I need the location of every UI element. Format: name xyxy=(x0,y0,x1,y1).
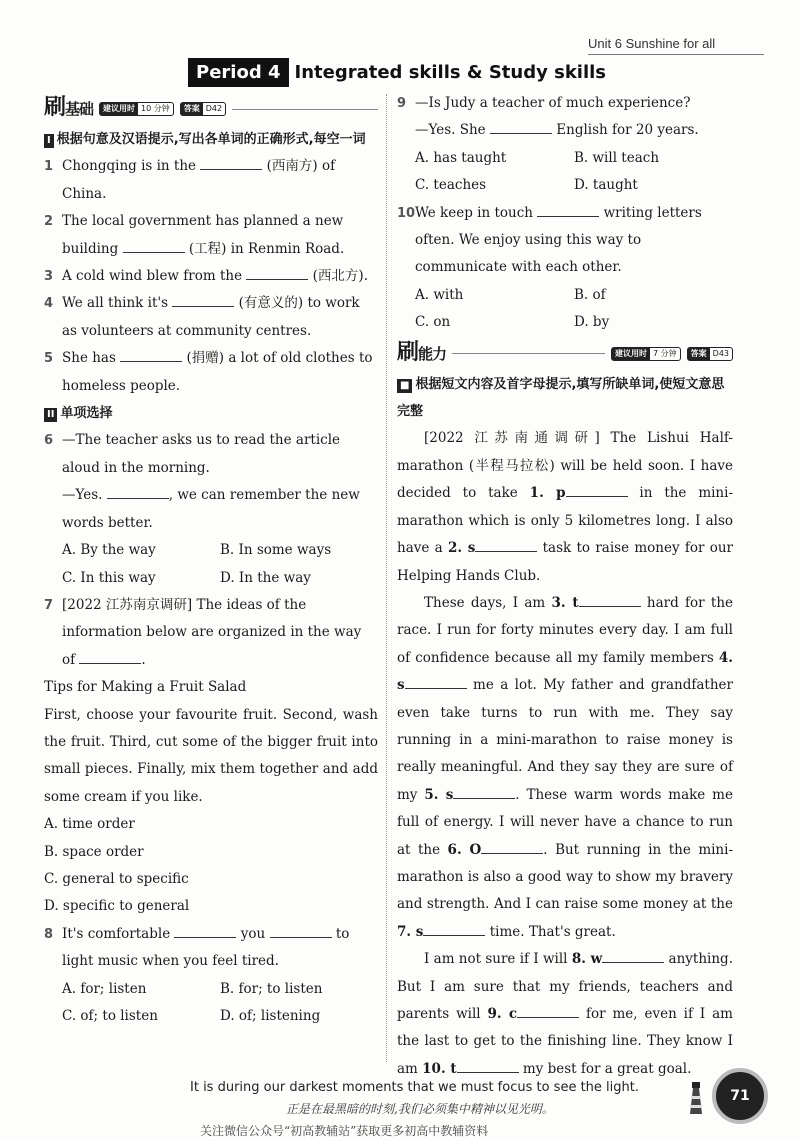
question-9-options-cd xyxy=(397,172,733,199)
period-title: Integrated skills & Study skills xyxy=(294,62,607,83)
cloze-paragraph-2: These days, I am 3. t hard for the race. I run for forty minutes every day. I am full of confidence because all my family members 4. s me a lot. My father and grandfather even take turns to run with me. They say running in a mini-marathon to raise money is really meaningful. And they say they are sure of my 5. s . These warm words make me full of energy. I will never have a chance to run at the 6. O . But running in the mini-marathon is also a good way to show my bravery and strength. And I can raise some money at the 7. s time. That's great. xyxy=(397,590,733,946)
question-7: 7 [2022 江苏南京调研] The ideas of the information below are organized in the way of . xyxy=(44,596,362,668)
period-heading xyxy=(188,58,606,87)
question-3: 3 A cold wind blew from the (西北方). xyxy=(44,263,378,290)
question-9-options-ab xyxy=(397,145,733,172)
option-d[interactable]: D. In the way xyxy=(220,569,311,586)
blank[interactable] xyxy=(490,119,552,134)
footer-wechat-note: 关注微信公众号“初高教辅站”获取更多初高中教辅资料 xyxy=(200,1124,489,1138)
question-7-tips: Tips for Making a Fruit Salad xyxy=(44,679,247,696)
basic-section-header xyxy=(44,92,378,126)
footer-quote-en: It is during our darkest moments that we must focus to see the light. xyxy=(190,1080,639,1095)
blank[interactable] xyxy=(120,347,182,362)
time-tag: 建议用时 7 分钟 xyxy=(611,347,681,361)
lighthouse-icon xyxy=(686,1080,706,1116)
option-c[interactable]: C. general to specific xyxy=(44,870,189,887)
option-a[interactable]: A. for; listen xyxy=(62,980,147,997)
blank[interactable] xyxy=(123,238,185,253)
blank[interactable] xyxy=(246,265,308,280)
blank[interactable] xyxy=(475,537,537,552)
blank[interactable] xyxy=(517,1003,579,1018)
footer-quote-cn: 正是在最黑暗的时刻,我们必须集中精神以见光明。 xyxy=(286,1102,554,1116)
option-b[interactable]: B. for; to listen xyxy=(220,980,323,997)
question-6-options-cd xyxy=(44,565,378,592)
option-d[interactable]: D. by xyxy=(574,314,610,331)
cloze-heading: ■ 根据短文内容及首字母提示,填写所缺单词,使短文意思完整 xyxy=(397,376,725,420)
column-divider xyxy=(386,94,387,1062)
blank[interactable] xyxy=(566,482,628,497)
blank[interactable] xyxy=(79,649,141,664)
cloze-paragraph-3: I am not sure if I will 8. w anything. But I am sure that my friends, teachers and parents will 9. c for me, even if I am the last to get to the finishing line. They know I am 10. t my best for a great goal. xyxy=(397,946,733,1083)
option-a[interactable]: A. with xyxy=(415,286,464,303)
answer-tag: 答案 D42 xyxy=(180,102,226,116)
blank[interactable] xyxy=(537,202,599,217)
blank[interactable] xyxy=(453,784,515,799)
section-rule xyxy=(452,353,605,354)
right-column xyxy=(397,90,733,1083)
option-a[interactable]: A. By the way xyxy=(62,542,156,559)
question-6: 6 —The teacher asks us to read the article aloud in the morning. xyxy=(44,432,341,476)
blank[interactable] xyxy=(172,292,234,307)
question-4: 4 We all think it's (有意义的) to work as volunteers at community centres. xyxy=(44,290,378,345)
blank[interactable] xyxy=(423,921,485,936)
option-c[interactable]: C. on xyxy=(415,314,451,331)
blank[interactable] xyxy=(270,923,332,938)
question-7-passage: First, choose your favourite fruit. Second, wash the fruit. Third, cut some of the bigger fruit into small pieces. Finally, mix them together and add some cream if you like. xyxy=(44,706,378,805)
option-d[interactable]: D. of; listening xyxy=(220,1008,321,1024)
option-d[interactable]: D. taught xyxy=(574,177,638,194)
option-b[interactable]: B. In some ways xyxy=(220,542,332,559)
time-tag: 建议用时 10 分钟 xyxy=(99,102,174,116)
question-8-options-ab xyxy=(44,976,378,1003)
cloze-paragraph-1: [2022 江苏南通调研] The Lishui Half-marathon (半程马拉松) will be held soon. I have decided to take 1. p in the mini-marathon which is only 5 kilometres long. I also have a 2. s task to raise money for our Helping Hands Club. xyxy=(397,430,734,584)
part2-heading: II 单项选择 xyxy=(44,400,378,427)
option-b[interactable]: B. will teach xyxy=(574,149,660,166)
part1-heading: I 根据句意及汉语提示,写出各单词的正确形式,每空一词 xyxy=(44,126,378,153)
left-column xyxy=(44,92,378,1030)
answer-tag: 答案 D43 xyxy=(687,347,733,361)
ability-section-header xyxy=(397,337,733,371)
option-a[interactable]: A. has taught xyxy=(415,149,507,166)
option-a[interactable]: A. time order xyxy=(44,816,135,833)
page-number: 71 xyxy=(712,1068,768,1124)
question-9-reply: —Yes. She English for 20 years. xyxy=(397,117,733,144)
question-6-reply: —Yes. , we can remember the new words better. xyxy=(44,482,378,537)
blank[interactable] xyxy=(481,839,543,854)
question-9: 9 —Is Judy a teacher of much experience? xyxy=(397,95,691,111)
unit-header: Unit 6 Sunshine for all xyxy=(588,36,716,51)
option-c[interactable]: C. In this way xyxy=(62,569,156,586)
option-c[interactable]: C. of; to listen xyxy=(62,1008,158,1024)
blank[interactable] xyxy=(602,948,664,963)
blank[interactable] xyxy=(107,484,169,499)
blank[interactable] xyxy=(405,674,467,689)
basic-label: 刷基础 xyxy=(44,95,94,121)
question-5: 5 She has (捐赠) a lot of old clothes to homeless people. xyxy=(44,345,378,400)
option-c[interactable]: C. teaches xyxy=(415,177,487,194)
blank[interactable] xyxy=(457,1058,519,1073)
blank[interactable] xyxy=(579,592,641,607)
section-rule xyxy=(232,109,378,110)
question-6-options-ab xyxy=(44,537,378,564)
option-d[interactable]: D. specific to general xyxy=(44,898,190,915)
option-b[interactable]: B. space order xyxy=(44,843,144,860)
question-8-options-cd xyxy=(44,1003,378,1030)
period-tag: Period 4 xyxy=(188,58,289,87)
question-8: 8 It's comfortable you to light music when you feel tired. xyxy=(44,921,378,976)
blank[interactable] xyxy=(200,155,262,170)
question-10-options-cd xyxy=(397,309,733,336)
question-2: 2 The local government has planned a new building (工程) in Renmin Road. xyxy=(44,213,345,257)
question-10-options-ab xyxy=(397,282,733,309)
header-rule xyxy=(588,54,764,55)
question-1: 1 Chongqing is in the (西南方) of China. xyxy=(44,153,378,208)
ability-label: 刷能力 xyxy=(397,339,447,365)
blank[interactable] xyxy=(174,923,236,938)
question-10: 10 We keep in touch writing letters often. We enjoy using this way to communicate with each other. xyxy=(397,200,733,282)
option-b[interactable]: B. of xyxy=(574,286,606,303)
